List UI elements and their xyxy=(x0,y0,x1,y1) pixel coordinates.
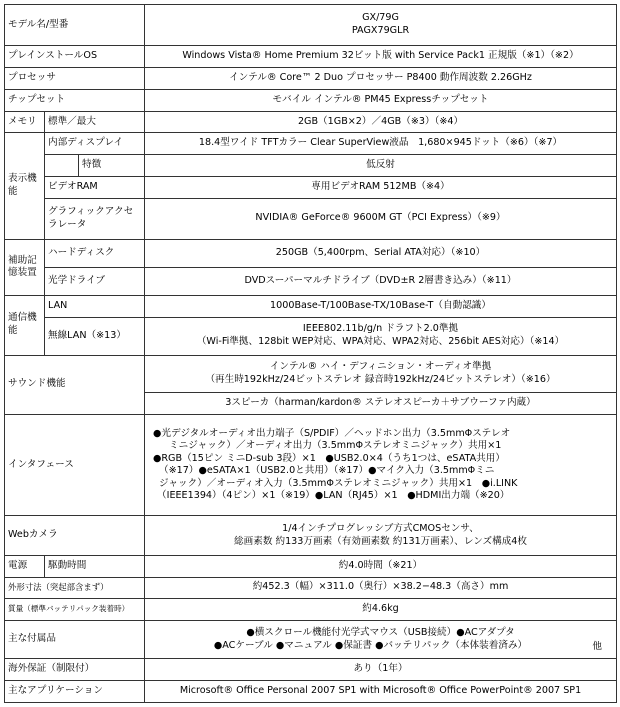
memory-label: メモリ xyxy=(5,111,45,133)
model-name: GX/79G xyxy=(362,12,399,24)
sound-spec: （再生時192kHz/24ビットステレオ 録音時192kHz/24ビットステレオ）（※16） xyxy=(205,374,556,386)
row-network-wlan xyxy=(5,317,617,355)
accessories-other: 他 xyxy=(592,641,603,653)
size-label: 外形寸法（突起部含まず） xyxy=(5,577,145,599)
cpu-label: プロセッサ xyxy=(5,68,145,90)
apps-label: 主なアプリケーション xyxy=(5,681,145,703)
odd-label: 光学ドライブ xyxy=(45,267,145,295)
hdd-label: ハードディスク xyxy=(45,239,145,267)
accessories-line: ●ACケーブル ●マニュアル ●保証書 ●バッテリパック（本体装着済み） xyxy=(213,639,528,651)
chipset-label: チップセット xyxy=(5,89,145,111)
battery-label: 電源 xyxy=(5,555,45,577)
interface-line: （IEEE1394）（4ピン）×1（※19）●LAN（RJ45）×1 ●HDMI出力端（※20） xyxy=(157,490,510,502)
chipset-value: モバイル インテル® PM45 Expressチップセット xyxy=(145,89,617,111)
cpu-value: インテル® Core™ 2 Duo プロセッサー P8400 動作周波数 2.26GHz xyxy=(145,68,617,90)
interface-line: （※17）●eSATA×1（USB2.0と共用）（※17）●マイク入力（3.5mmΦミニ xyxy=(159,465,495,477)
memory-value: 2GB（1GB×2）／4GB（※3）（※4） xyxy=(145,111,617,133)
display-feature-label: 特徴 xyxy=(79,155,145,177)
display-feature-value: 低反射 xyxy=(145,155,617,177)
model-label: モデル名/型番 xyxy=(5,5,145,46)
gpu-label: グラフィックアクセラレータ xyxy=(45,198,145,239)
warranty-value: あり（1年） xyxy=(145,659,617,681)
interface-label: インタフェース xyxy=(5,414,145,515)
vram-label: ビデオRAM xyxy=(45,176,145,198)
interface-line: ●光デジタルオーディオ出力端子（S/PDIF）／ヘッドホン出力（3.5mmΦステレオ xyxy=(153,427,511,439)
weight-label: 質量（標準バッテリパック装着時） xyxy=(5,599,145,621)
display-feature-spacer xyxy=(45,155,79,177)
row-display-vram xyxy=(5,176,617,198)
accessories-label: 主な付属品 xyxy=(5,620,145,658)
os-value: Windows Vista® Home Premium 32ビット版 with Service Pack1 正規版（※1）（※2） xyxy=(145,46,617,68)
webcam-sensor: 1/4インチプログレッシブ方式CMOSセンサ、 xyxy=(282,522,479,534)
row-weight xyxy=(5,599,617,621)
webcam-value xyxy=(145,516,617,555)
row-warranty xyxy=(5,659,617,681)
row-storage-odd xyxy=(5,267,617,295)
row-webcam xyxy=(5,516,617,555)
sound-audio-value xyxy=(145,355,617,392)
internal-display-label: 内部ディスプレイ xyxy=(45,133,145,155)
interface-line: ミニジャック）／オーディオ出力（3.5mmΦステレオミニジャック）共用×1 xyxy=(169,440,502,452)
weight-value: 約4.6kg xyxy=(145,599,617,621)
row-memory xyxy=(5,111,617,133)
row-chipset xyxy=(5,89,617,111)
interface-line: ジャック）／オーディオ入力（3.5mmΦステレオミニジャック）共用×1 ●i.LINK xyxy=(159,477,518,489)
row-battery xyxy=(5,555,617,577)
sound-standard: インテル® ハイ・デフィニション・オーディオ準拠 xyxy=(269,361,492,373)
row-network-lan xyxy=(5,295,617,317)
row-model xyxy=(5,5,617,46)
model-number: PAGX79GLR xyxy=(351,25,410,37)
row-os xyxy=(5,46,617,68)
wlan-standard: IEEE802.11b/g/n ドラフト2.0準拠 xyxy=(302,323,459,335)
accessories-value xyxy=(145,620,617,658)
webcam-pixels: 総画素数 約133万画素（有効画素数 約131万画素）、レンズ構成4枚 xyxy=(234,535,527,547)
vram-value: 専用ビデオRAM 512MB（※4） xyxy=(145,176,617,198)
display-label: 表示機能 xyxy=(5,133,45,240)
row-apps xyxy=(5,681,617,703)
row-cpu xyxy=(5,68,617,90)
interface-line: ●RGB（15ピン ミニD-sub 3段）×1 ●USB2.0×4（うち1つは、eSATA共用） xyxy=(153,452,505,464)
row-interface xyxy=(5,414,617,515)
os-label: プレインストールOS xyxy=(5,46,145,68)
accessories-line: ●横スクロール機能付光学式マウス（USB接続）●ACアダプタ xyxy=(246,626,515,638)
sound-speaker-value: 3スピーカ（harman/kardon® ステレオスピーカ＋サブウーファ内蔵） xyxy=(145,393,617,415)
network-label: 通信機能 xyxy=(5,295,45,355)
storage-label: 補助記憶装置 xyxy=(5,239,45,295)
wlan-security: （Wi-Fi準拠、128bit WEP対応、WPA対応、WPA2対応、256bit AES対応）（※14） xyxy=(196,336,565,348)
wlan-value xyxy=(145,317,617,355)
row-size xyxy=(5,577,617,599)
internal-display-value: 18.4型ワイド TFTカラー Clear SuperView液晶 1,680×945ドット（※6）（※7） xyxy=(145,133,617,155)
wlan-label: 無線LAN（※13） xyxy=(45,317,145,355)
webcam-label: Webカメラ xyxy=(5,516,145,555)
battery-value: 約4.0時間（※21） xyxy=(145,555,617,577)
apps-value: Microsoft® Office Personal 2007 SP1 with Microsoft® Office PowerPoint® 2007 SP1 xyxy=(145,681,617,703)
battery-sub-label: 駆動時間 xyxy=(45,555,145,577)
row-sound-audio xyxy=(5,355,617,392)
row-storage-hdd xyxy=(5,239,617,267)
row-display-gpu xyxy=(5,198,617,239)
row-accessories xyxy=(5,620,617,658)
hdd-value: 250GB（5,400rpm、Serial ATA対応）（※10） xyxy=(145,239,617,267)
size-value: 約452.3（幅）×311.0（奥行）×38.2−48.3（高さ）mm xyxy=(145,577,617,599)
row-display-feature xyxy=(5,155,617,177)
interface-value xyxy=(145,414,617,515)
warranty-label: 海外保証（制限付） xyxy=(5,659,145,681)
lan-value: 1000Base-T/100Base-TX/10Base-T（自動認識） xyxy=(145,295,617,317)
lan-label: LAN xyxy=(45,295,145,317)
row-display-internal xyxy=(5,133,617,155)
model-value xyxy=(145,5,617,46)
gpu-value: NVIDIA® GeForce® 9600M GT（PCI Express）（※9） xyxy=(145,198,617,239)
sound-label: サウンド機能 xyxy=(5,355,145,414)
memory-sub-label: 標準／最大 xyxy=(45,111,145,133)
spec-table xyxy=(4,4,617,703)
odd-value: DVDスーパーマルチドライブ（DVD±R 2層書き込み）（※11） xyxy=(145,267,617,295)
